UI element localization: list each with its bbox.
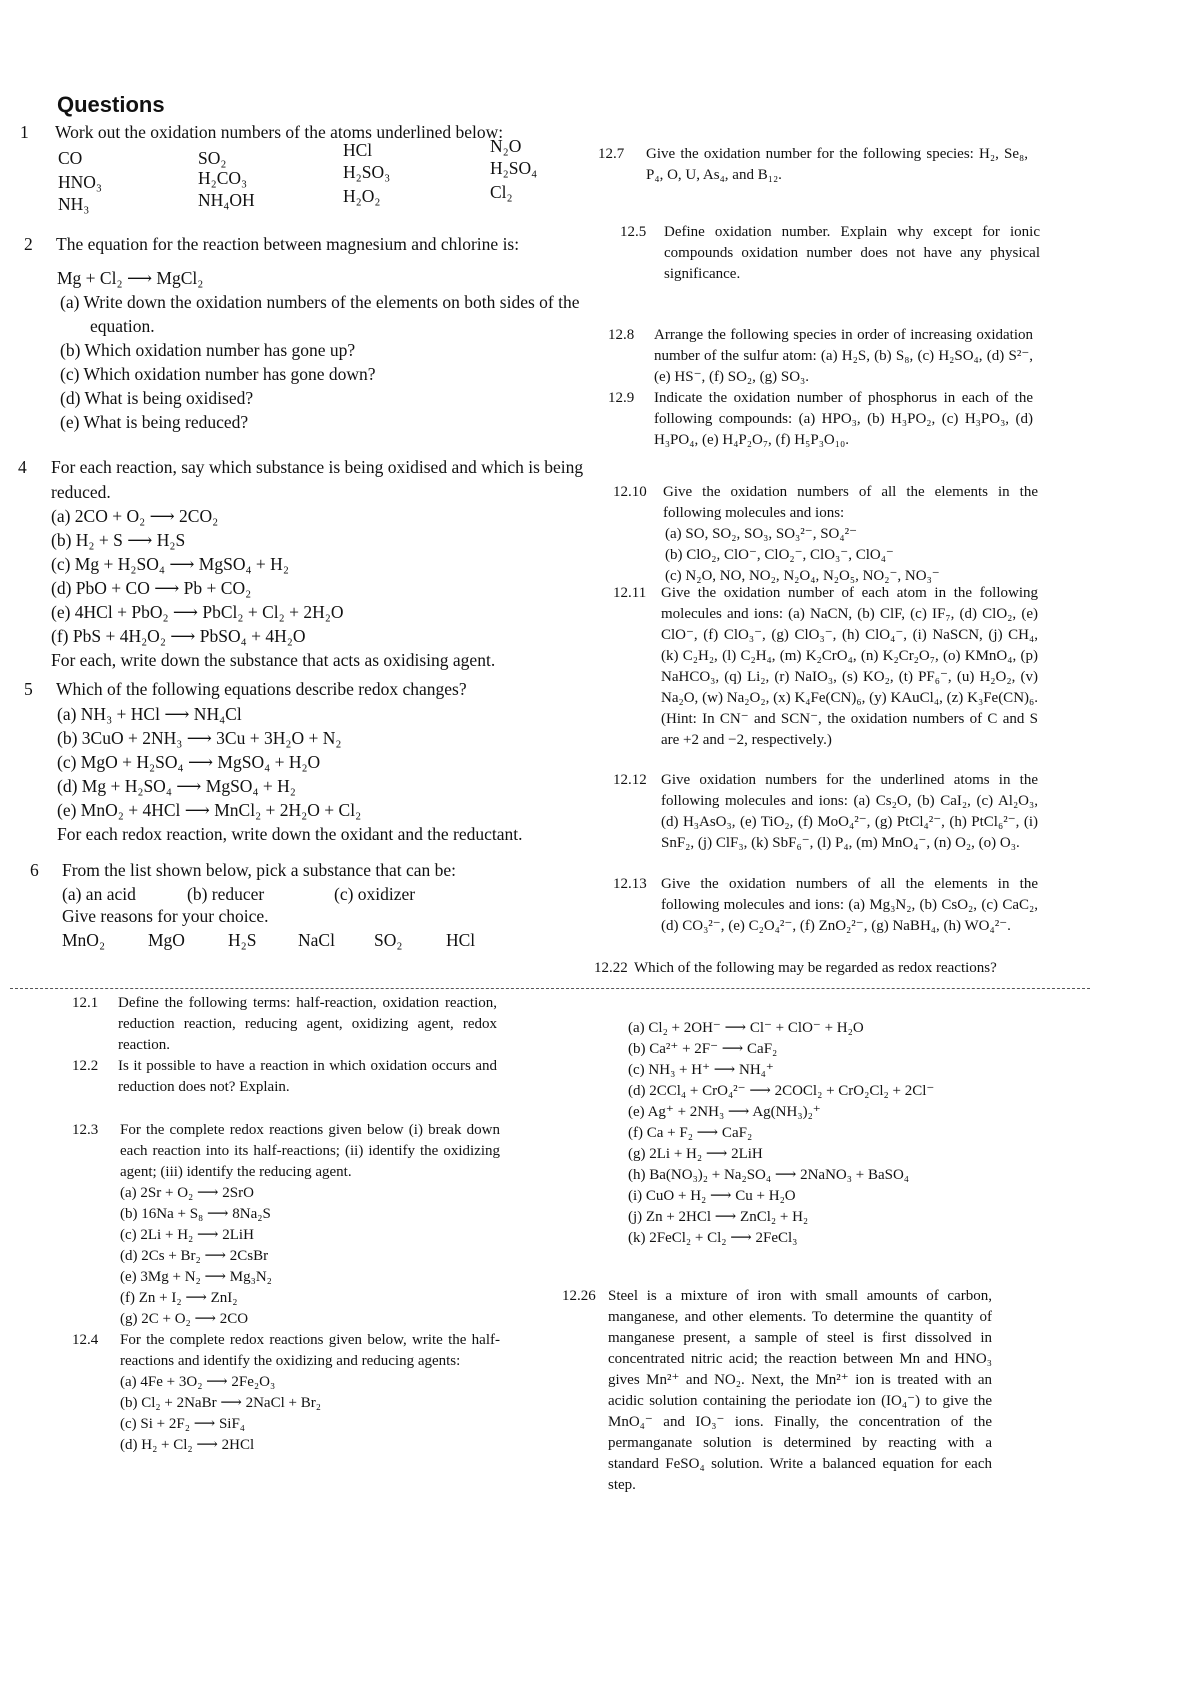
problem-part: (b) Cl₂ + 2NaBr ⟶ 2NaCl + Br₂ [120, 1395, 321, 1411]
q1-item: NH₄OH [198, 190, 255, 210]
q5-part: (e) MnO₂ + 4HCl ⟶ MnCl₂ + 2H₂O + Cl₂ [57, 800, 362, 820]
problem-text: Arrange the following species in order of increasing oxidation number of the sulfur atom: (a) H₂S, (b) S₈, (c) H₂SO₄, (d) S²⁻, (e) HS⁻, (f) SO₂, (g) SO₃. [654, 327, 1033, 385]
q4-part: (f) PbS + 4H₂O₂ ⟶ PbSO₄ + 4H₂O [51, 626, 306, 646]
q5-body [57, 702, 657, 846]
q2-part: (a) Write down the oxidation numbers of the elements on both sides of the [60, 292, 580, 312]
problem-part: (b) Ca²⁺ + 2F⁻ ⟶ CaF₂ [628, 1041, 778, 1057]
problem-number: 12.8 [608, 327, 635, 343]
q4-part: (b) H₂ + S ⟶ H₂S [51, 530, 186, 550]
question-number: 2 [24, 234, 33, 254]
problem-text: Give the oxidation number of each atom in the following molecules and ions: (a) NaCN, (b) ClF, (c) IF₇, (d) ClO₂, (e) ClO⁻, (f) ClO₃⁻, (g) ClO₃⁻, (h) ClO₄⁻, (i) NaSCN, (j) CH₄, (k) C₂H₂, (l) C₂H₄, (m) K₂CrO₄, (n) K₂Cr₂O₇, (o) KMnO₄, (p) NaHCO₃, (q) Li₂, (r) NaIO₃, (s) KO₂, (t) PF₆⁻, (u) H₂O₂, (v) Na₂O, (w) Na₂O₂, (x) K₄Fe(CN)₆, (y) KAuCl₄, (z) K₃Fe(CN)₆. (Hint: In CN⁻ and SCN⁻, the oxidation numbers of C and S are +2 and −2, respectively.) [661, 585, 1038, 748]
q5-part: (d) Mg + H₂SO₄ ⟶ MgSO₄ + H₂ [57, 776, 296, 796]
q1-item: H₂SO₄ [490, 158, 538, 178]
problem-text: Steel is a mixture of iron with small amounts of carbon, manganese, and other elements. To determine the quantity of manganese present, a sample of steel is first dissolved in concentrated nitric acid; the reaction between Mn and HNO₃ gives Mn²⁺ and NO₂. Next, the Mn²⁺ ion is treated with an acidic solution containing the periodate ion (IO₄⁻) to give the MnO₄⁻ and IO₃⁻ ions. Finally, the concentration of the permanganate solution is determined by reacting with a standard FeSO₄ solution. Write a balanced equation for each step. [608, 1288, 992, 1493]
q5-part: (b) 3CuO + 2NH₃ ⟶ 3Cu + 3H₂O + N₂ [57, 728, 342, 748]
problem-part: (b) 16Na + S₈ ⟶ 8Na₂S [120, 1206, 271, 1222]
problem-number: 12.9 [608, 390, 635, 406]
problem-part: (f) Zn + I₂ ⟶ ZnI₂ [120, 1290, 238, 1306]
problem-part: (g) 2Li + H₂ ⟶ 2LiH [628, 1146, 763, 1162]
problem-part: (i) CuO + H₂ ⟶ Cu + H₂O [628, 1188, 796, 1204]
problem-text: Which of the following may be regarded as redox reactions? [634, 960, 997, 976]
q1-item: H₂O₂ [343, 186, 381, 206]
problem-number: 12.12 [613, 772, 647, 788]
q4-footer: For each, write down the substance that acts as oxidising agent. [51, 650, 496, 670]
problem-part: (g) 2C + O₂ ⟶ 2CO [120, 1311, 249, 1327]
problem-part: (k) 2FeCl₂ + Cl₂ ⟶ 2FeCl₃ [628, 1230, 798, 1246]
problem-12-2 [72, 1056, 497, 1098]
problem-12-11 [613, 583, 1038, 751]
q4-body [51, 480, 651, 672]
problem-text: Give oxidation numbers for the underlined atoms in the following molecules and ions: (a) Cs₂O, (b) CaI₂, (c) Al₂O₃, (d) H₃AsO₃, (e) TiO₂, (f) MoO₄²⁻, (g) PtCl₄²⁻, (h) PtCl₆²⁻, (i) SnF₂, (j) ClF₃, (k) SbF₆⁻, (l) P₄, (m) MnO₄⁻, (n) O₂, (o) O₃. [661, 772, 1038, 851]
problem-part: (e) Ag⁺ + 2NH₃ ⟶ Ag(NH₃)₂⁺ [628, 1104, 821, 1120]
problem-number: 12.26 [562, 1288, 596, 1304]
q1-item: CO [58, 148, 83, 168]
q2-part: (e) What is being reduced? [60, 412, 249, 432]
problem-part: (b) ClO₂, ClO⁻, ClO₂⁻, ClO₃⁻, ClO₄⁻ [665, 547, 894, 563]
problem-part: (d) H₂ + Cl₂ ⟶ 2HCl [120, 1437, 255, 1453]
problem-number: 12.5 [620, 224, 647, 240]
question-text: The equation for the reaction between magnesium and chlorine is: [56, 234, 520, 254]
problem-12-9 [608, 388, 1033, 451]
q2-part: (b) Which oxidation number has gone up? [60, 340, 356, 360]
problem-part: (c) NH₃ + H⁺ ⟶ NH₄⁺ [628, 1062, 774, 1078]
q2-parts [60, 290, 650, 434]
q2-equation: Mg + Cl₂ ⟶ MgCl₂ [57, 268, 204, 288]
q6-option: (a) an acid [62, 884, 136, 904]
q1-item-grid [58, 136, 618, 222]
problem-text: Indicate the oxidation number of phosphorus in each of the following compounds: (a) HPO₃, (b) H₃PO₂, (c) H₃PO₃, (d) H₃PO₄, (e) H₄P₂O₇, (f) H₅P₃O₁₀. [654, 390, 1033, 448]
q6-option: (c) oxidizer [334, 884, 416, 904]
problem-part: (a) SO, SO₂, SO₃, SO₃²⁻, SO₄²⁻ [665, 526, 858, 542]
q4-part: (e) 4HCl + PbO₂ ⟶ PbCl₂ + Cl₂ + 2H₂O [51, 602, 344, 622]
problem-text: Is it possible to have a reaction in which oxidation occurs and reduction does not? Explain. [118, 1058, 497, 1095]
q6-substance: SO₂ [374, 930, 403, 950]
problem-number: 12.11 [613, 585, 647, 601]
q1-item: N₂O [490, 136, 522, 156]
q1-item: HNO₃ [58, 172, 103, 192]
q5-part: (a) NH₃ + HCl ⟶ NH₄Cl [57, 704, 242, 724]
q6-substance: MnO₂ [62, 930, 106, 950]
q2-part: (d) What is being oxidised? [60, 388, 254, 408]
q6-substance: NaCl [298, 930, 335, 950]
problem-part: (a) 2Sr + O₂ ⟶ 2SrO [120, 1185, 254, 1201]
problem-12-7 [598, 144, 1028, 186]
q6-substance: H₂S [228, 930, 257, 950]
question-number: 6 [30, 860, 39, 880]
question-text: Work out the oxidation numbers of the atoms underlined below: [55, 122, 504, 142]
question-number: 4 [18, 457, 27, 477]
q6-option: (b) reducer [187, 884, 265, 904]
q6-options [62, 882, 622, 906]
q2-part: (c) Which oxidation number has gone down? [60, 364, 376, 384]
problem-12-22 [594, 958, 1034, 979]
problem-part: (d) 2CCl₄ + CrO₄²⁻ ⟶ 2COCl₂ + CrO₂Cl₂ + 2Cl⁻ [628, 1083, 935, 1099]
problem-12-8 [608, 325, 1033, 388]
problem-12-3 [72, 1120, 500, 1330]
page-title: Questions [57, 92, 165, 117]
q1-item: HCl [343, 140, 373, 160]
problem-text: Give the oxidation number for the following species: H₂, Se₈, P₄, O, U, As₄, and B₁₂. [646, 146, 1028, 183]
problem-12-22-parts [628, 1018, 1048, 1249]
problem-part: (c) N₂O, NO, NO₂, N₂O₄, N₂O₅, NO₂⁻, NO₃⁻ [665, 568, 940, 584]
question-number: 1 [20, 122, 29, 142]
problem-number: 12.3 [72, 1122, 99, 1138]
problem-text: For the complete redox reactions given below (i) break down each reaction into its half-reactions; (ii) identify the oxidizing agent; (iii) identify the reducing agent. [120, 1122, 500, 1180]
problem-text: Define oxidation number. Explain why except for ionic compounds oxidation number does not have any physical significance. [664, 224, 1040, 282]
problem-12-1 [72, 993, 497, 1056]
q1-item: SO₂ [198, 148, 227, 168]
q1-item: H₂SO₃ [343, 162, 391, 182]
problem-12-4 [72, 1330, 500, 1456]
problem-12-10 [613, 482, 1038, 587]
problem-number: 12.1 [72, 995, 99, 1011]
problem-number: 12.7 [598, 146, 625, 162]
problem-number: 12.13 [613, 876, 647, 892]
problem-12-26 [562, 1286, 992, 1496]
problem-12-13 [613, 874, 1038, 937]
q4-part: (a) 2CO + O₂ ⟶ 2CO₂ [51, 506, 219, 526]
problem-number: 12.10 [613, 484, 647, 500]
question-text: From the list shown below, pick a substance that can be: [62, 860, 456, 880]
problem-text: For the complete redox reactions given below, write the half-reactions and identify the oxidizing and reducing agents: [120, 1332, 500, 1369]
q6-substance: HCl [446, 930, 476, 950]
problem-part: (c) Si + 2F₂ ⟶ SiF₄ [120, 1416, 246, 1432]
problem-text: Give the oxidation numbers of all the elements in the following molecules and ions: (a) Mg₃N₂, (b) CsO₂, (c) CaC₂, (d) CO₃²⁻, (e) C₂O₄²⁻, (f) ZnO₂²⁻, (g) NaBH₄, (h) WO₄²⁻. [661, 876, 1038, 934]
q1-item: Cl₂ [490, 182, 513, 202]
problem-text: Define the following terms: half-reaction, oxidation reaction, reduction reaction, reducing agent, oxidizing agent, redox reaction. [118, 995, 497, 1053]
q6-reasons: Give reasons for your choice. [62, 906, 269, 926]
problem-part: (a) 4Fe + 3O₂ ⟶ 2Fe₂O₃ [120, 1374, 276, 1390]
q6-substances [62, 928, 562, 952]
problem-part: (f) Ca + F₂ ⟶ CaF₂ [628, 1125, 753, 1141]
q5-footer: For each redox reaction, write down the oxidant and the reductant. [57, 824, 523, 844]
question-text: For each reaction, say which substance is being oxidised and which is being [51, 457, 584, 477]
problem-part: (j) Zn + 2HCl ⟶ ZnCl₂ + H₂ [628, 1209, 809, 1225]
question-number: 5 [24, 679, 33, 699]
q4-part: (c) Mg + H₂SO₄ ⟶ MgSO₄ + H₂ [51, 554, 289, 574]
q5-part: (c) MgO + H₂SO₄ ⟶ MgSO₄ + H₂O [57, 752, 321, 772]
q6-substance: MgO [148, 930, 185, 950]
q4-part: (d) PbO + CO ⟶ Pb + CO₂ [51, 578, 252, 598]
question-text-continued: reduced. [51, 482, 111, 502]
problem-number: 12.2 [72, 1058, 99, 1074]
problem-part: (a) Cl₂ + 2OH⁻ ⟶ Cl⁻ + ClO⁻ + H₂O [628, 1020, 864, 1036]
problem-text: Give the oxidation numbers of all the elements in the following molecules and ions: [663, 484, 1038, 521]
problem-number: 12.22 [594, 960, 628, 976]
problem-12-5 [620, 222, 1040, 285]
section-divider [10, 988, 1090, 989]
problem-12-12 [613, 770, 1038, 854]
problem-part: (c) 2Li + H₂ ⟶ 2LiH [120, 1227, 254, 1243]
problem-part: (e) 3Mg + N₂ ⟶ Mg₃N₂ [120, 1269, 272, 1285]
q1-item: H₂CO₃ [198, 168, 248, 188]
problem-part: (d) 2Cs + Br₂ ⟶ 2CsBr [120, 1248, 269, 1264]
problem-number: 12.4 [72, 1332, 99, 1348]
problem-part: (h) Ba(NO₃)₂ + Na₂SO₄ ⟶ 2NaNO₃ + BaSO₄ [628, 1167, 910, 1183]
q2-part: equation. [90, 316, 155, 336]
q1-item: NH₃ [58, 194, 90, 214]
question-text: Which of the following equations describe redox changes? [56, 679, 467, 699]
